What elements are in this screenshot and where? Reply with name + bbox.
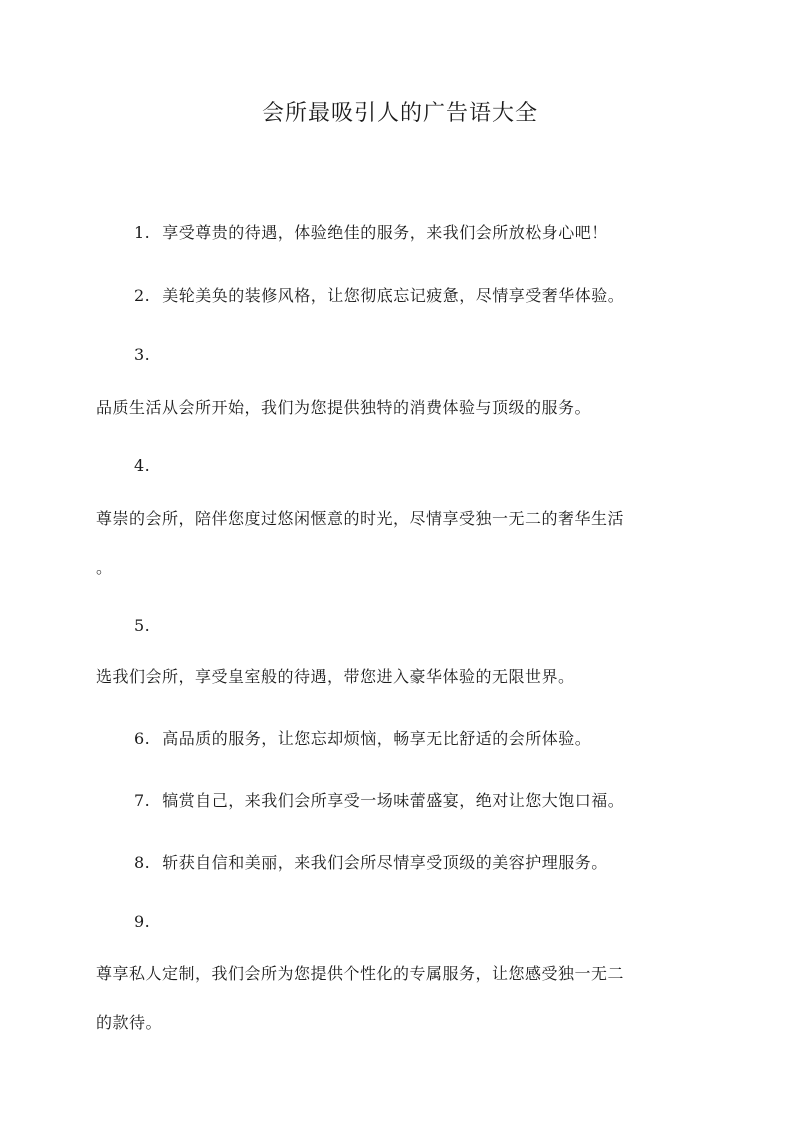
item-number: 8. (134, 853, 151, 872)
item-text-line-1: 尊崇的会所，陪伴您度过悠闲惬意的时光，尽情享受独一无二的奢华生活 (96, 509, 625, 528)
item-number: 1. (134, 223, 151, 242)
item-text: 高品质的服务，让您忘却烦恼，畅享无比舒适的会所体验。 (162, 729, 592, 748)
item-text: 犒赏自己，来我们会所享受一场味蕾盛宴，绝对让您大饱口福。 (162, 791, 625, 810)
item-number: 5. (134, 616, 151, 635)
item-text-line-2: 。 (96, 558, 113, 577)
item-number: 3. (134, 345, 151, 364)
item-text: 品质生活从会所开始，我们为您提供独特的消费体验与顶级的服务。 (96, 398, 592, 417)
item-text-line-1: 尊享私人定制，我们会所为您提供个性化的专属服务，让您感受独一无二 (96, 964, 625, 983)
item-number: 6. (134, 729, 151, 748)
item-number: 9. (134, 912, 151, 931)
list-item (134, 850, 608, 873)
document-title: 会所最吸引人的广告语大全 (261, 101, 538, 126)
item-number: 7. (134, 791, 151, 810)
list-item (134, 220, 608, 243)
list-item (134, 726, 591, 749)
item-text: 斩获自信和美丽，来我们会所尽情享受顶级的美容护理服务。 (162, 853, 608, 872)
item-text: 享受尊贵的待遇，体验绝佳的服务，来我们会所放松身心吧！ (162, 223, 608, 242)
item-text-line-2: 的款待。 (96, 1013, 163, 1032)
list-item (134, 788, 624, 811)
item-number: 2. (134, 286, 151, 305)
item-number: 4. (134, 456, 151, 475)
item-text: 选我们会所，享受皇室般的待遇，带您进入豪华体验的无限世界。 (96, 667, 575, 686)
item-text: 美轮美奂的装修风格，让您彻底忘记疲惫，尽情享受奢华体验。 (162, 286, 625, 305)
list-item (134, 283, 624, 306)
